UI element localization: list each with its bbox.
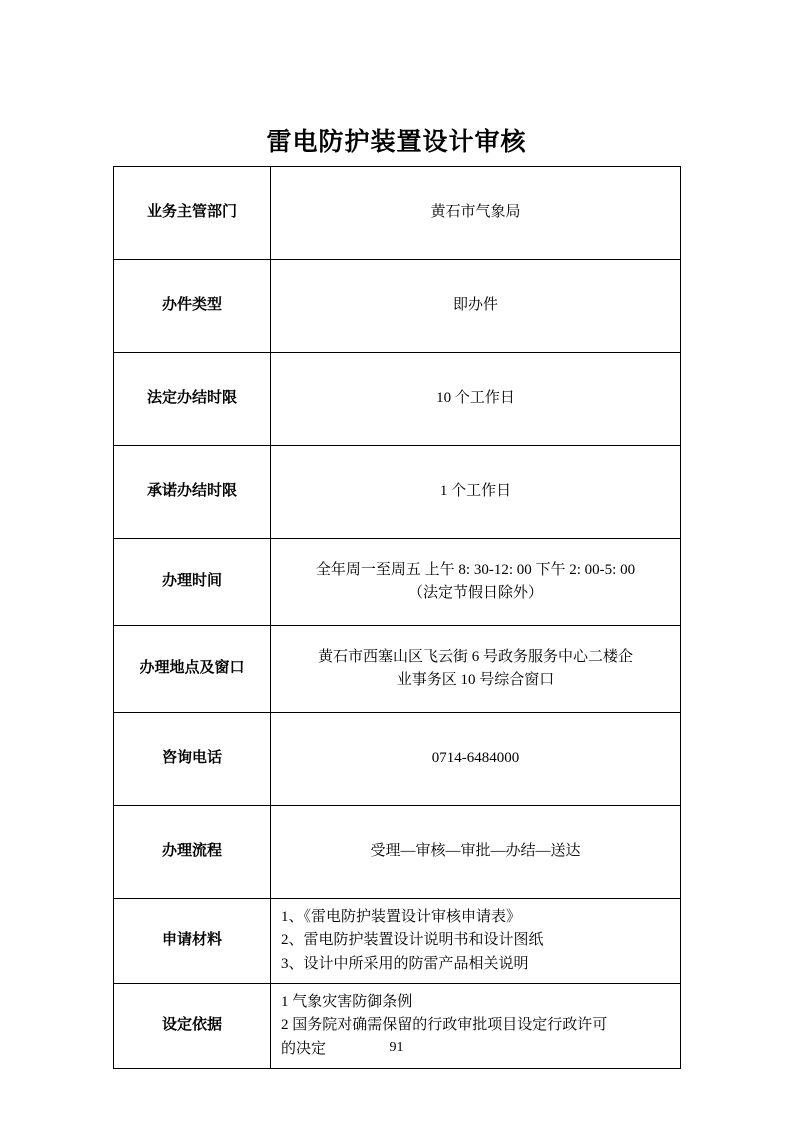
row-value-line: 黄石市西塞山区飞云街 6 号政务服务中心二楼企 [317, 648, 633, 665]
row-value-line: 业事务区 10 号综合窗口 [396, 672, 555, 688]
info-table-body [114, 167, 681, 1069]
table-row [114, 260, 681, 353]
row-label: 法定办结时限 [114, 353, 271, 446]
row-label: 办件类型 [114, 260, 271, 353]
row-value-line: 2、雷电防护装置设计说明书和设计图纸 [281, 932, 544, 949]
table-row [114, 899, 681, 984]
row-value [271, 806, 681, 899]
table-row [114, 446, 681, 539]
table-row [114, 713, 681, 806]
row-value-line: 3、设计中所采用的防雷产品相关说明 [281, 955, 529, 972]
table-row [114, 353, 681, 446]
table-row [114, 806, 681, 899]
row-value-line: 受理—审核—审批—办结—送达 [370, 843, 581, 860]
row-label: 办理流程 [114, 806, 271, 899]
row-value [271, 446, 681, 539]
row-value-line: 10 个工作日 [436, 390, 515, 407]
row-value [271, 713, 681, 806]
row-value [271, 539, 681, 626]
row-value [271, 260, 681, 353]
row-value [271, 899, 681, 984]
row-value [271, 626, 681, 713]
row-value-line: 全年周一至周五 上午 8: 30-12: 00 下午 2: 00-5: 00 [315, 561, 636, 578]
row-value-line: 即办件 [452, 297, 498, 314]
row-value [271, 353, 681, 446]
row-label: 办理地点及窗口 [114, 626, 271, 713]
row-label: 申请材料 [114, 899, 271, 984]
row-value-line: 黄石市气象局 [430, 204, 521, 221]
row-label: 业务主管部门 [114, 167, 271, 260]
page-title: 雷电防护装置设计审核 [266, 129, 527, 156]
row-value-line: 0714-6484000 [431, 750, 520, 767]
row-label: 承诺办结时限 [114, 446, 271, 539]
table-row [114, 539, 681, 626]
info-table-wrapper [113, 166, 681, 1069]
row-label: 咨询电话 [114, 713, 271, 806]
row-value [271, 167, 681, 260]
row-value-line: （法定节假日除外） [407, 585, 543, 601]
row-value-line: 的决定 [281, 1040, 327, 1057]
row-label: 办理时间 [114, 539, 271, 626]
table-row [114, 167, 681, 260]
row-value-line: 1、《雷电防护装置设计审核申请表》 [281, 909, 522, 926]
page-number: 91 [389, 1040, 404, 1055]
row-value-line: 1 个工作日 [439, 483, 512, 500]
table-row [114, 626, 681, 713]
row-label: 设定依据 [114, 984, 271, 1069]
info-table [113, 166, 681, 1069]
row-value-line: 1 气象灾害防御条例 [281, 994, 413, 1011]
row-value-line: 2 国务院对确需保留的行政审批项目设定行政许可 [281, 1017, 608, 1034]
